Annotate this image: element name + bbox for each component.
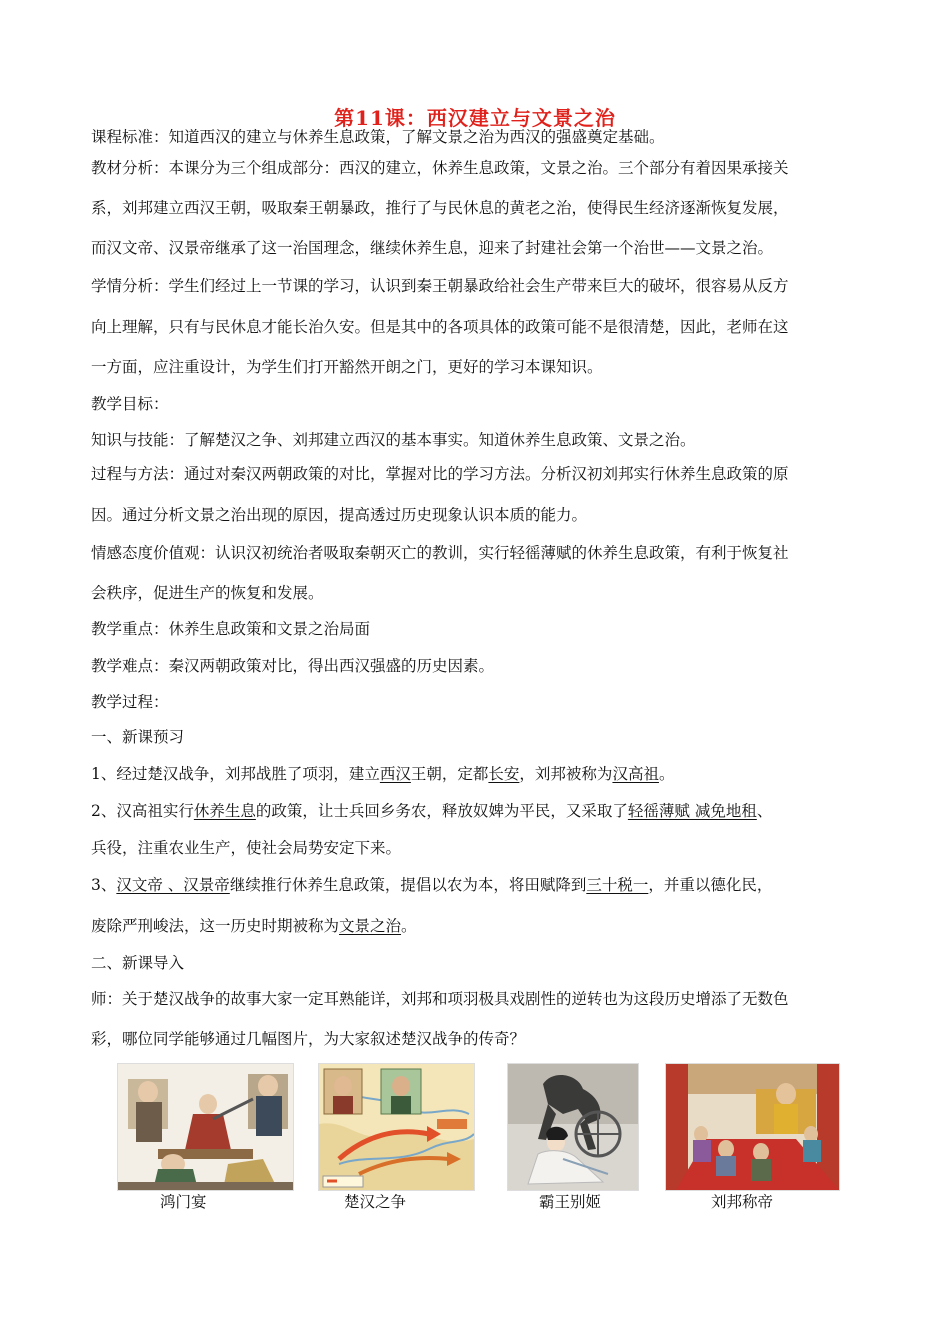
liu-bang-enthronement-illustration (665, 1063, 840, 1191)
image-caption: 刘邦称帝 (711, 1193, 774, 1211)
text-line: 会秩序，促进生产的恢复和发展。 (91, 584, 324, 602)
text-line: 兵役，注重农业生产，使社会局势安定下来。 (91, 839, 402, 857)
text-line: 而汉文帝、汉景帝继承了这一治国理念，继续休养生息，迎来了封建社会第一个治世——文景之治。 (91, 239, 774, 257)
answer-blank: 休养生息 (193, 802, 256, 820)
text-line: 一方面，应注重设计，为学生们打开豁然开朗之门，更好的学习本课知识。 (91, 358, 603, 376)
farewell-my-concubine-illustration (507, 1063, 639, 1191)
text-line: 因。通过分析文景之治出现的原因，提高透过历史现象认识本质的能力。 (91, 506, 588, 524)
question-2: 2、汉高祖实行休养生息的政策，让士兵回乡务农，释放奴婢为平民，又采取了轻徭薄赋 减免地租、 (91, 802, 773, 820)
text-line: 师：关于楚汉战争的故事大家一定耳熟能详，刘邦和项羽极具戏剧性的逆转也为这段历史增添了无数色 (91, 990, 789, 1008)
text-line: 课程标准：知道西汉的建立与休养生息政策，了解文景之治为西汉的强盛奠定基础。 (91, 128, 665, 146)
text-line: 一、新课预习 (91, 728, 185, 746)
text-line: 过程与方法：通过对秦汉两朝政策的对比，掌握对比的学习方法。分析汉初刘邦实行休养生息政策的原 (91, 465, 789, 483)
answer-blank: 三十税一 (586, 876, 649, 894)
answer-blank: 轻徭薄赋 减免地租 (627, 802, 757, 820)
text-line: 教学难点：秦汉两朝政策对比，得出西汉强盛的历史因素。 (91, 657, 495, 675)
image-caption: 鸿门宴 (160, 1193, 207, 1211)
question-3: 3、汉文帝 、汉景帝继续推行休养生息政策，提倡以农为本，将田赋降到三十税一，并重以德化民， (91, 876, 773, 894)
question-3-cont: 废除严刑峻法，这一历史时期被称为文景之治。 (91, 917, 417, 935)
answer-blank: 西汉 (379, 765, 411, 783)
text-line: 知识与技能：了解楚汉之争、刘邦建立西汉的基本事实。知道休养生息政策、文景之治。 (91, 431, 696, 449)
section-heading: 二、新课导入 (91, 954, 185, 972)
image-caption: 楚汉之争 (344, 1193, 407, 1211)
page-title: 第11课：西汉建立与文景之治 (334, 106, 616, 130)
text-line: 彩，哪位同学能够通过几幅图片，为大家叙述楚汉战争的传奇？ (91, 1030, 526, 1048)
answer-blank: 汉文帝 、汉景帝 (116, 876, 230, 894)
question-1: 1、经过楚汉战争，刘邦战胜了项羽，建立西汉王朝，定都长安，刘邦被称为汉高祖。 (91, 765, 675, 783)
answer-blank: 长安 (488, 765, 520, 783)
text-line: 向上理解，只有与民休息才能长治久安。但是其中的各项具体的政策可能不是很清楚，因此，老师在这 (91, 318, 789, 336)
text-line: 教学目标： (91, 395, 169, 413)
chu-han-war-map (318, 1063, 475, 1191)
text-line: 情感态度价值观：认识汉初统治者吸取秦朝灭亡的教训，实行轻徭薄赋的休养生息政策，有利于恢复社 (91, 544, 789, 562)
text-line: 学情分析：学生们经过上一节课的学习，认识到秦王朝暴政给社会生产带来巨大的破坏，很容易从反方 (91, 277, 789, 295)
hongmen-banquet-illustration (117, 1063, 294, 1191)
answer-blank: 文景之治 (339, 917, 402, 935)
text-line: 系，刘邦建立西汉王朝，吸取秦王朝暴政，推行了与民休息的黄老之治，使得民生经济逐渐恢复发展， (91, 199, 789, 217)
image-caption: 霸王别姬 (539, 1193, 602, 1211)
text-line: 教学重点：休养生息政策和文景之治局面 (91, 620, 371, 638)
text-line: 教学过程： (91, 693, 169, 711)
text-line: 教材分析：本课分为三个组成部分：西汉的建立，休养生息政策，文景之治。三个部分有着因果承接关 (91, 159, 789, 177)
answer-blank: 汉高祖 (612, 765, 659, 783)
